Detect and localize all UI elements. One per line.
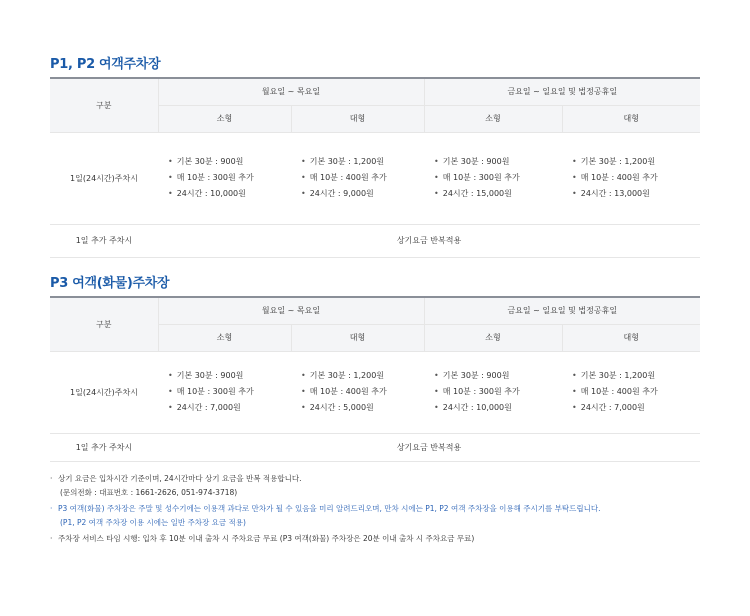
header-weekend: 금요일 ~ 일요일 및 법정공휴일 bbox=[424, 78, 700, 105]
row-label-daily: 1일(24시간)주차시 bbox=[50, 351, 158, 433]
header-weekday: 월요일 ~ 목요일 bbox=[158, 78, 424, 105]
fee-per-10min: • 매 10분 : 300원 추가 bbox=[168, 384, 291, 400]
bullet-icon: · bbox=[50, 504, 53, 513]
fee-per-10min: • 매 10분 : 400원 추가 bbox=[301, 384, 424, 400]
fee-base: • 기본 30분 : 900원 bbox=[434, 154, 562, 170]
fee-24h: • 24시간 : 9,000원 bbox=[301, 186, 424, 202]
section-title-p3: P3 여객(화물)주차장 bbox=[50, 276, 170, 291]
bullet-icon: · bbox=[50, 534, 53, 543]
table-row bbox=[50, 433, 700, 461]
fee-24h: • 24시간 : 10,000원 bbox=[168, 186, 291, 202]
extra-fee-value: 상기요금 반복적용 bbox=[158, 433, 700, 461]
fee-24h: • 24시간 : 5,000원 bbox=[301, 400, 424, 416]
fee-per-10min: • 매 10분 : 300원 추가 bbox=[434, 170, 562, 186]
fee-base: • 기본 30분 : 900원 bbox=[168, 154, 291, 170]
header-weekend-small: 소형 bbox=[424, 105, 562, 132]
fee-per-10min: • 매 10분 : 400원 추가 bbox=[572, 170, 700, 186]
note-text: 주차장 서비스 타임 시행: 입차 후 10분 이내 출차 시 주차요금 무료 (P3 여객(화물) 주차장은 20분 이내 출차 시 주차요금 무료) bbox=[58, 534, 475, 543]
fee-cell-weekend-small bbox=[424, 132, 562, 224]
header-weekday-large: 대형 bbox=[291, 324, 424, 351]
header-weekend-large: 대형 bbox=[562, 324, 700, 351]
note-sub: (P1, P2 여객 주차장 이용 시에는 일반 주차장 요금 적용) bbox=[60, 518, 246, 527]
row-label-extra: 1일 추가 주차시 bbox=[50, 224, 158, 257]
fee-base: • 기본 30분 : 1,200원 bbox=[301, 368, 424, 384]
fee-per-10min: • 매 10분 : 400원 추가 bbox=[572, 384, 700, 400]
fee-24h: • 24시간 : 15,000원 bbox=[434, 186, 562, 202]
fee-24h: • 24시간 : 10,000원 bbox=[434, 400, 562, 416]
note-service-time bbox=[50, 532, 710, 546]
header-weekend-small: 소형 bbox=[424, 324, 562, 351]
fee-table-p3 bbox=[50, 296, 700, 462]
fee-per-10min: • 매 10분 : 300원 추가 bbox=[434, 384, 562, 400]
fee-24h: • 24시간 : 13,000원 bbox=[572, 186, 700, 202]
fee-24h: • 24시간 : 7,000원 bbox=[572, 400, 700, 416]
fee-per-10min: • 매 10분 : 300원 추가 bbox=[168, 170, 291, 186]
header-weekday-small: 소형 bbox=[158, 105, 291, 132]
row-label-extra: 1일 추가 주차시 bbox=[50, 433, 158, 461]
fee-cell-weekday-large bbox=[291, 132, 424, 224]
table-row bbox=[50, 351, 700, 433]
table-row bbox=[50, 132, 700, 224]
note-text: P3 여객(화물) 주차장은 주말 및 성수기에는 이용객 과다로 만차가 될 수 있음을 미리 알려드리오며, 만차 시에는 P1, P2 여객 주차장을 이용해 주시기를 부탁드립니다. bbox=[58, 504, 601, 513]
fee-table-p1-p2 bbox=[50, 77, 700, 258]
header-category: 구분 bbox=[50, 78, 158, 132]
fee-cell-weekday-small bbox=[158, 351, 291, 433]
fee-base: • 기본 30분 : 1,200원 bbox=[301, 154, 424, 170]
fee-per-10min: • 매 10분 : 400원 추가 bbox=[301, 170, 424, 186]
fee-24h: • 24시간 : 7,000원 bbox=[168, 400, 291, 416]
row-label-daily: 1일(24시간)주차시 bbox=[50, 132, 158, 224]
fee-base: • 기본 30분 : 1,200원 bbox=[572, 154, 700, 170]
fee-base: • 기본 30분 : 900원 bbox=[168, 368, 291, 384]
note-p3-full bbox=[50, 502, 710, 530]
extra-fee-value: 상기요금 반복적용 bbox=[158, 224, 700, 257]
fee-cell-weekend-small bbox=[424, 351, 562, 433]
header-weekday-large: 대형 bbox=[291, 105, 424, 132]
notes bbox=[50, 472, 710, 548]
note-contact: (문의전화 : 대표번호 : 1661-2626, 051-974-3718) bbox=[60, 488, 238, 497]
table-row bbox=[50, 224, 700, 257]
fee-base: • 기본 30분 : 900원 bbox=[434, 368, 562, 384]
header-category: 구분 bbox=[50, 297, 158, 351]
fee-cell-weekday-small bbox=[158, 132, 291, 224]
fee-base: • 기본 30분 : 1,200원 bbox=[572, 368, 700, 384]
note-fee-basis bbox=[50, 472, 710, 500]
header-weekend: 금요일 ~ 일요일 및 법정공휴일 bbox=[424, 297, 700, 324]
header-weekend-large: 대형 bbox=[562, 105, 700, 132]
bullet-icon: · bbox=[50, 474, 53, 483]
fee-cell-weekday-large bbox=[291, 351, 424, 433]
fee-cell-weekend-large bbox=[562, 132, 700, 224]
header-weekday: 월요일 ~ 목요일 bbox=[158, 297, 424, 324]
header-weekday-small: 소형 bbox=[158, 324, 291, 351]
note-text: 상기 요금은 입차시간 기준이며, 24시간마다 상기 요금을 반복 적용합니다. bbox=[58, 474, 302, 483]
fee-cell-weekend-large bbox=[562, 351, 700, 433]
section-title-p1-p2: P1, P2 여객주차장 bbox=[50, 57, 161, 72]
